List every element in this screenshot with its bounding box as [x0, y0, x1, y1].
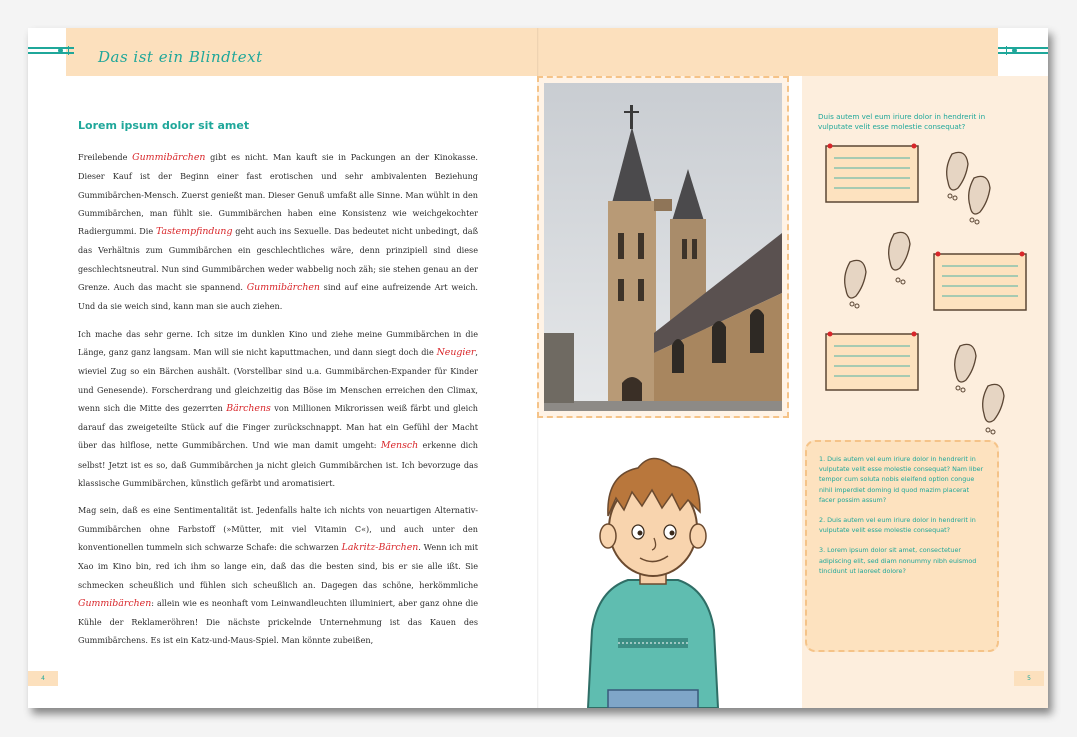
- header-ornament-left: [28, 47, 74, 55]
- footprint-icon: [947, 152, 990, 224]
- highlighted-word: Gummibärchen: [246, 282, 320, 294]
- info-item-1: 1. Duis autem vel eum iriure dolor in hendrerit in vulputate velit esse molestie consequat? Nam liber tempor cum soluta nobis eleifend option congue nihil imperdiet doming id quod mazim placerat facer possim assum?: [819, 455, 984, 504]
- question-title: Duis autem vel eum iriure dolor in hendrerit in vulputate velit esse molestie consequat?: [818, 112, 986, 131]
- highlighted-word: Tastempfindung: [155, 226, 233, 238]
- header-title: Das ist ein Blindtext: [98, 48, 263, 66]
- article-paragraph: Mag sein, daß es eine Sentimentalität ist. Jedenfalls halte ich nichts von neuartigen Alternativ-Gummibärchen ohne Farbstoff (»Mütter, mit viel Vitamin C«), und auch unter den konventionellen tummeln sich schwarze Schafe: die schwarzen Lakritz-Bärchen. Wenn ich mit Xao im Kino bin, red ich ihm so lange ein, daß das die besten sind, bis er sie alle ißt. Sie schmecken scheußlich und fühlen sich scheußlich an. Dagegen das schöne, herkömmliche Gummibärchen: allein wie es neonhaft vom Leinwandleuchten illuminiert, aber ganz ohne die Kühle der Reklameröhren! Die nächste prickelnde Unternehmung ist das Kauen des Gummibärchens. Es ist ein Katz-und-Maus-Spiel. Man könnte zubeißen,: [78, 505, 479, 646]
- footprint-icon: [845, 232, 910, 308]
- photo-frame: [537, 76, 789, 418]
- note-card-icon: [934, 252, 1026, 311]
- article-heading: Lorem ipsum dolor sit amet: [78, 119, 250, 132]
- note-card-icon: [826, 144, 918, 203]
- highlighted-word: Mensch: [380, 440, 419, 452]
- article-paragraph: Ich mache das sehr gerne. Ich sitze im dunklen Kino und ziehe meine Gummibärchen in die Länge, ganz ganz langsam. Man will sie nicht kaputtmachen, und dann siegt doch die Neugier, wieviel Zug so ein Bärchen aushält. (Vorstellbar sind u.a. Gummibärchen-Expander für Kinder und Genesende). Forscherdrang und gleichzeitig das Böse im Menschen erreichen den Climax, wenn sich die Mitte des gezerrten Bärchens von Millionen Mikrorissen weiß färbt und gleich darauf das zweigeteilte Stück auf die Finger zurückschnappt. Man hat ein Gefühl der Macht über das hilflose, nette Gummibärchen. Und wie man damit umgeht: Mensch erkenne dich selbst! Jetzt ist es so, daß Gummibärchen ja nicht gleich Gummibärchen ist. Ich bevorzuge das klassische Gummibärchen, künstlich gefärbt und aromatisiert.: [78, 328, 478, 489]
- info-item-2: 2. Duis autem vel eum iriure dolor in hendrerit in vulputate velit esse molestie consequat?: [819, 516, 976, 535]
- question-info-box: [805, 440, 999, 652]
- header-ornament-right: [998, 47, 1048, 55]
- info-item-3: 3. Lorem ipsum dolor sit amet, consectetuer adipiscing elit, sed diam nonummy nibh euismod tincidunt ut laoreet dolore?: [819, 546, 977, 575]
- article-body: [78, 148, 478, 659]
- church-photo: [544, 83, 782, 411]
- page-number-left: 4: [28, 671, 58, 686]
- footprint-doodles: [822, 138, 1032, 438]
- note-card-icon: [826, 332, 918, 391]
- highlighted-word: Lakritz-Bärchen: [341, 541, 419, 553]
- page-number-right: 5: [1014, 671, 1044, 686]
- footprint-icon: [955, 344, 1004, 434]
- article-paragraph: Freilebende Gummibärchen gibt es nicht. Man kauft sie in Packungen an der Kinokasse. Dieser Kauf ist der Beginn einer fast erotischen und sehr ambivalenten Beziehung Gummibärchen-Mensch. Zuerst genießt man. Dieser Genuß umfaßt alle Sinne. Man wühlt in den Gummibärchen, man fühlt sie. Gummibärchen haben eine Konsistenz wie weichgekochter Radiergummi. Die Tastempfindung geht auch ins Sexuelle. Das bedeutet nicht unbedingt, daß das Verhältnis zum Gummibärchen ein geschlechtliches wäre, denn prinzipiell sind diese geschlechtsneutral. Nun sind Gummibärchen weder wabbelig noch zäh; sie stehen genau an der Grenze. Auch das macht sie spannend. Gummibärchen sind auf eine aufreizende Art weich. Und da sie weich sind, kann man sie auch ziehen.: [78, 152, 478, 312]
- highlighted-word: Bärchens: [226, 402, 271, 414]
- highlighted-word: Gummibärchen: [78, 597, 152, 609]
- highlighted-word: Gummibärchen: [132, 152, 206, 163]
- magazine-spread: [28, 28, 1048, 708]
- boy-illustration: [568, 440, 738, 708]
- highlighted-word: Neugier: [436, 346, 476, 358]
